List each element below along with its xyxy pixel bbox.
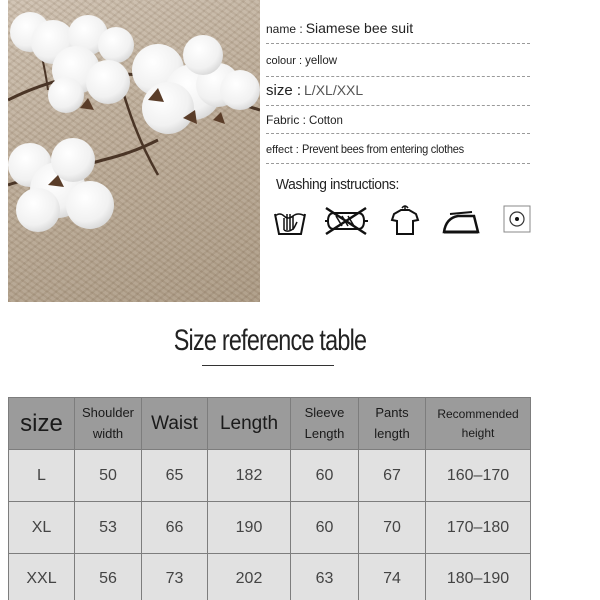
cell-waist: 65 [142, 450, 208, 502]
header-shoulder-width [75, 398, 142, 450]
cell-length: 202 [208, 554, 291, 600]
cell-length: 190 [208, 502, 291, 554]
cell-length: 182 [208, 450, 291, 502]
cell-pants-length: 74 [359, 554, 426, 600]
spec-effect-row [266, 142, 530, 164]
header-size [9, 398, 75, 450]
header-sleeve-text: Sleeve [304, 405, 345, 421]
spec-name-label: name : [266, 22, 303, 36]
spec-colour-row [266, 55, 530, 77]
header-pants-length-text: length [374, 425, 410, 441]
spec-effect-value: Prevent bees from entering clothes [301, 142, 464, 156]
hand-wash-icon [272, 204, 308, 238]
table-row [9, 450, 531, 502]
spec-size-label: size : [266, 82, 302, 99]
spec-name-row [266, 20, 530, 44]
spec-effect-label: effect : [266, 144, 299, 156]
cell-pants-length: 70 [359, 502, 426, 554]
hang-dry-icon [390, 204, 420, 238]
header-recommended-height [426, 398, 531, 450]
table-row [9, 502, 531, 554]
header-shoulder-text: Shoulder [81, 405, 135, 421]
header-sleeve-length-text: Length [304, 425, 345, 441]
cell-size: L [9, 450, 75, 502]
header-waist-text: Waist [151, 412, 198, 434]
cell-recommended-height: 160–170 [426, 450, 531, 502]
cell-recommended-height: 180–190 [426, 554, 531, 600]
header-pants-text: Pants [375, 405, 409, 421]
cell-pants-length: 67 [359, 450, 426, 502]
header-width-text: width [92, 425, 124, 441]
cotton-photo [8, 0, 260, 302]
cell-size: XL [9, 502, 75, 554]
size-reference-table [8, 397, 531, 600]
size-table-title-underline [202, 365, 334, 366]
spec-colour-value: yellow [305, 55, 338, 67]
spec-fabric-label: Fabric : [266, 113, 307, 127]
header-recommended-text: Recommended [437, 406, 519, 421]
cell-sleeve-length: 63 [291, 554, 359, 600]
header-sleeve-length [291, 398, 359, 450]
header-waist [142, 398, 208, 450]
spec-size-value: L/XL/XXL [304, 82, 364, 98]
spec-fabric-row [266, 113, 530, 134]
spec-size-row [266, 82, 530, 106]
cell-shoulder-width: 50 [75, 450, 142, 502]
spec-colour-label: colour : [266, 55, 303, 67]
size-table-title: Size reference table [173, 324, 367, 357]
cell-waist: 66 [142, 502, 208, 554]
cell-sleeve-length: 60 [291, 450, 359, 502]
size-table-header-row [9, 398, 531, 450]
cell-size: XXL [9, 554, 75, 600]
header-size-text: size [20, 409, 63, 437]
cell-shoulder-width: 53 [75, 502, 142, 554]
washing-icons-row [272, 204, 542, 240]
table-row [9, 554, 531, 600]
header-height-text: height [461, 425, 495, 440]
spec-fabric-value: Cotton [309, 115, 343, 127]
tumble-dry-icon [502, 204, 532, 234]
cell-sleeve-length: 60 [291, 502, 359, 554]
cell-shoulder-width: 56 [75, 554, 142, 600]
spec-name-value: Siamese bee suit [305, 20, 414, 36]
header-length-text: Length [219, 412, 279, 434]
cell-waist: 73 [142, 554, 208, 600]
do-not-wring-icon [322, 204, 370, 238]
washing-instructions-title: Washing instructions: [276, 176, 399, 193]
header-pants-length [359, 398, 426, 450]
cell-recommended-height: 170–180 [426, 502, 531, 554]
iron-icon [438, 204, 482, 238]
cotton-branch-illustration [8, 0, 260, 302]
header-length [208, 398, 291, 450]
